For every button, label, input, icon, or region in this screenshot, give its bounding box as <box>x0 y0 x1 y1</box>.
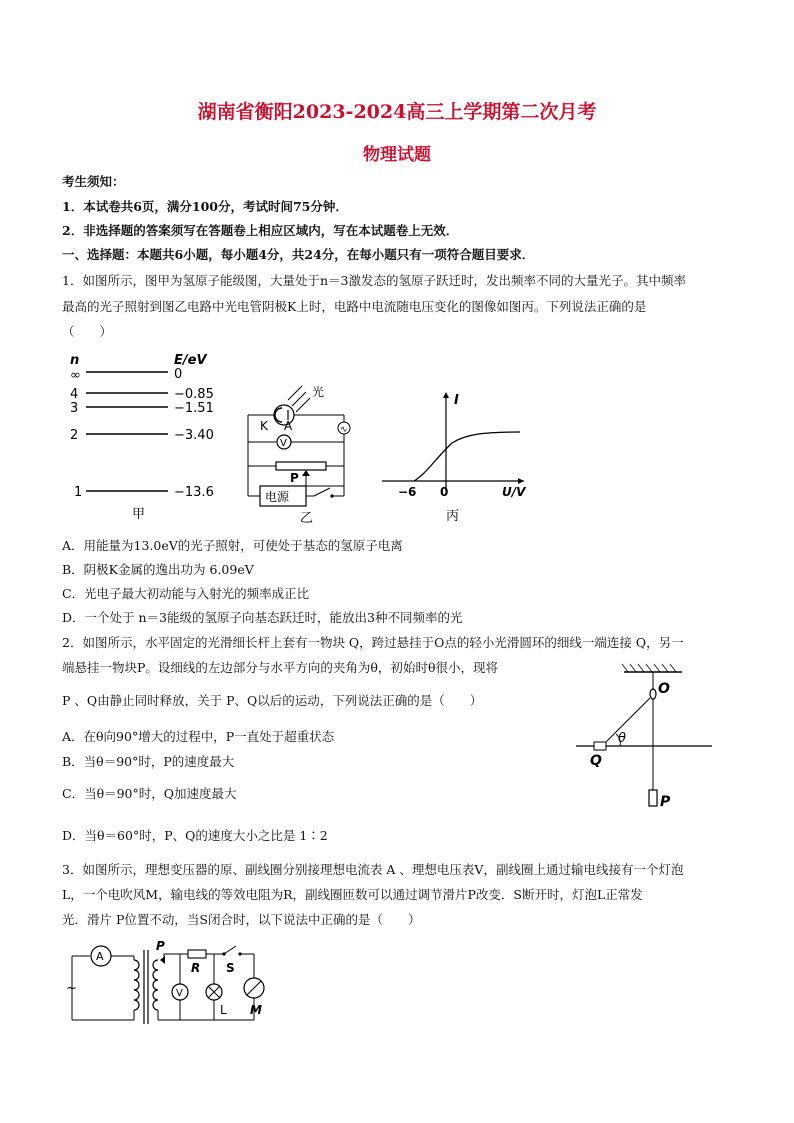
bing-i-label: I <box>454 393 459 408</box>
q3-stem-line-2: L，一个电吹风M，输电线的等效电阻为R，副线圈匝数可以通过调节滑片P改变．S断开时，灯泡L正常发 <box>62 887 643 902</box>
yi-a-label: A <box>284 419 293 433</box>
bing-u-label: U/V <box>502 485 526 499</box>
q2-stem-line-1: 2．如图所示，水平固定的光滑细长杆上套有一物块 Q，跨过悬挂于O点的轻小光滑圆环的细线一端连接 Q，另一 <box>62 635 684 650</box>
jia-caption: 甲 <box>132 507 146 522</box>
yi-v-label: V <box>280 438 287 449</box>
q1-option-c: C．光电子最大初动能与入射光的频率成正比 <box>62 586 310 601</box>
jia-level-1-n: 1 <box>74 485 83 500</box>
q1-option-b: B．阴极K金属的逸出功为 6.09eV <box>62 562 254 577</box>
jia-level-1-e: −13.6 <box>174 485 214 500</box>
jia-level-inf-e: 0 <box>174 367 183 382</box>
q3-figure <box>64 938 278 1030</box>
q1-figure-yi <box>244 382 364 525</box>
q2-option-b: B．当θ＝90°时，P的速度最大 <box>62 754 235 769</box>
q3-p-label: P <box>156 939 165 953</box>
yi-source-label: 电源 <box>265 490 290 504</box>
q2-stem-line-3: P 、Q由静止同时释放，关于 P、Q以后的运动，下列说法正确的是（ ） <box>62 693 483 708</box>
q2-theta-label: θ <box>618 731 626 746</box>
q2-option-d: D．当θ＝60°时，P、Q的速度大小之比是 1∶2 <box>62 828 328 843</box>
notice-heading: 考生须知： <box>62 174 125 189</box>
q3-l-label: L <box>220 1003 227 1017</box>
page-subtitle: 物理试题 <box>363 145 431 165</box>
yi-caption: 乙 <box>300 511 314 525</box>
q2-p-label: P <box>660 794 671 810</box>
q3-ac-label: ~ <box>66 981 77 996</box>
q1-stem-line-2: 最高的光子照射到图乙电路中光电管阴极K上时，电路中电流随电压变化的图像如图丙。下列说法正确的是 <box>62 299 647 314</box>
jia-level-inf-n: ∞ <box>70 368 81 383</box>
q2-o-label: O <box>658 681 670 697</box>
q3-stem-line-1: 3．如图所示，理想变压器的原、副线圈分别接理想电流表 A 、理想电压表V，副线圈上通过输电线接有一个灯泡 <box>62 862 684 877</box>
notice-item-2: 2．非选择题的答案须写在答题卷上相应区域内，写在本试题卷上无效． <box>62 223 459 238</box>
notice-item-1: 1．本试卷共6页，满分100分，考试时间75分钟． <box>62 199 348 214</box>
bing-zero-tick: 0 <box>440 485 449 499</box>
jia-n-label: n <box>70 353 80 368</box>
yi-k-label: K <box>260 419 268 433</box>
q2-q-label: Q <box>590 753 602 769</box>
jia-level-2-n: 2 <box>70 428 79 443</box>
jia-level-4-n: 4 <box>70 387 79 402</box>
jia-level-3-e: −1.51 <box>174 401 214 416</box>
q3-v-label: V <box>176 988 183 999</box>
q2-stem-line-2: 端悬挂一物块P。设细线的左边部分与水平方向的夹角为θ，初始时θ很小，现将 <box>62 660 498 675</box>
q2-option-a: A．在θ向90°增大的过程中，P一直处于超重状态 <box>62 729 335 744</box>
bing-neg-tick: −6 <box>398 485 417 499</box>
q1-option-a: A．用能量为13.0eV的光子照射，可使处于基态的氢原子电离 <box>62 538 403 553</box>
q1-stem-line-3: （ ） <box>62 324 113 339</box>
yi-p-label: P <box>290 471 299 485</box>
jia-level-4-e: −0.85 <box>174 387 214 402</box>
q2-option-c: C．当θ＝90°时，Q加速度最大 <box>62 786 237 801</box>
q3-stem-line-3: 光．滑片 P位置不动，当S闭合时，以下说法中正确的是（ ） <box>62 912 421 927</box>
yi-light-label: 光 <box>312 385 325 399</box>
svg-text:∿: ∿ <box>340 425 348 435</box>
jia-level-3-n: 3 <box>70 401 79 416</box>
jia-e-label: E/eV <box>174 353 207 368</box>
bing-caption: 丙 <box>446 509 460 524</box>
q3-r-label: R <box>191 961 201 975</box>
q1-figure-bing <box>374 388 534 525</box>
section-heading: 一、选择题：本题共6小题，每小题4分，共24分，在每小题只有一项符合题目要求． <box>62 247 535 262</box>
page-title: 湖南省衡阳2023-2024高三上学期第二次月考 <box>197 101 597 123</box>
q1-option-d: D．一个处于 n＝3能级的氢原子向基态跃迁时，能放出3种不同频率的光 <box>62 610 463 625</box>
q3-m-label: M <box>250 1003 262 1017</box>
q1-stem-line-1: 1．如图所示，图甲为氢原子能级图，大量处于n＝3激发态的氢原子跃迁时，发出频率不同的大量光子。其中频率 <box>62 273 686 288</box>
q1-figure-jia <box>62 348 232 523</box>
jia-level-2-e: −3.40 <box>174 428 214 443</box>
q3-s-label: S <box>226 961 235 975</box>
q3-a-label: A <box>96 950 104 963</box>
